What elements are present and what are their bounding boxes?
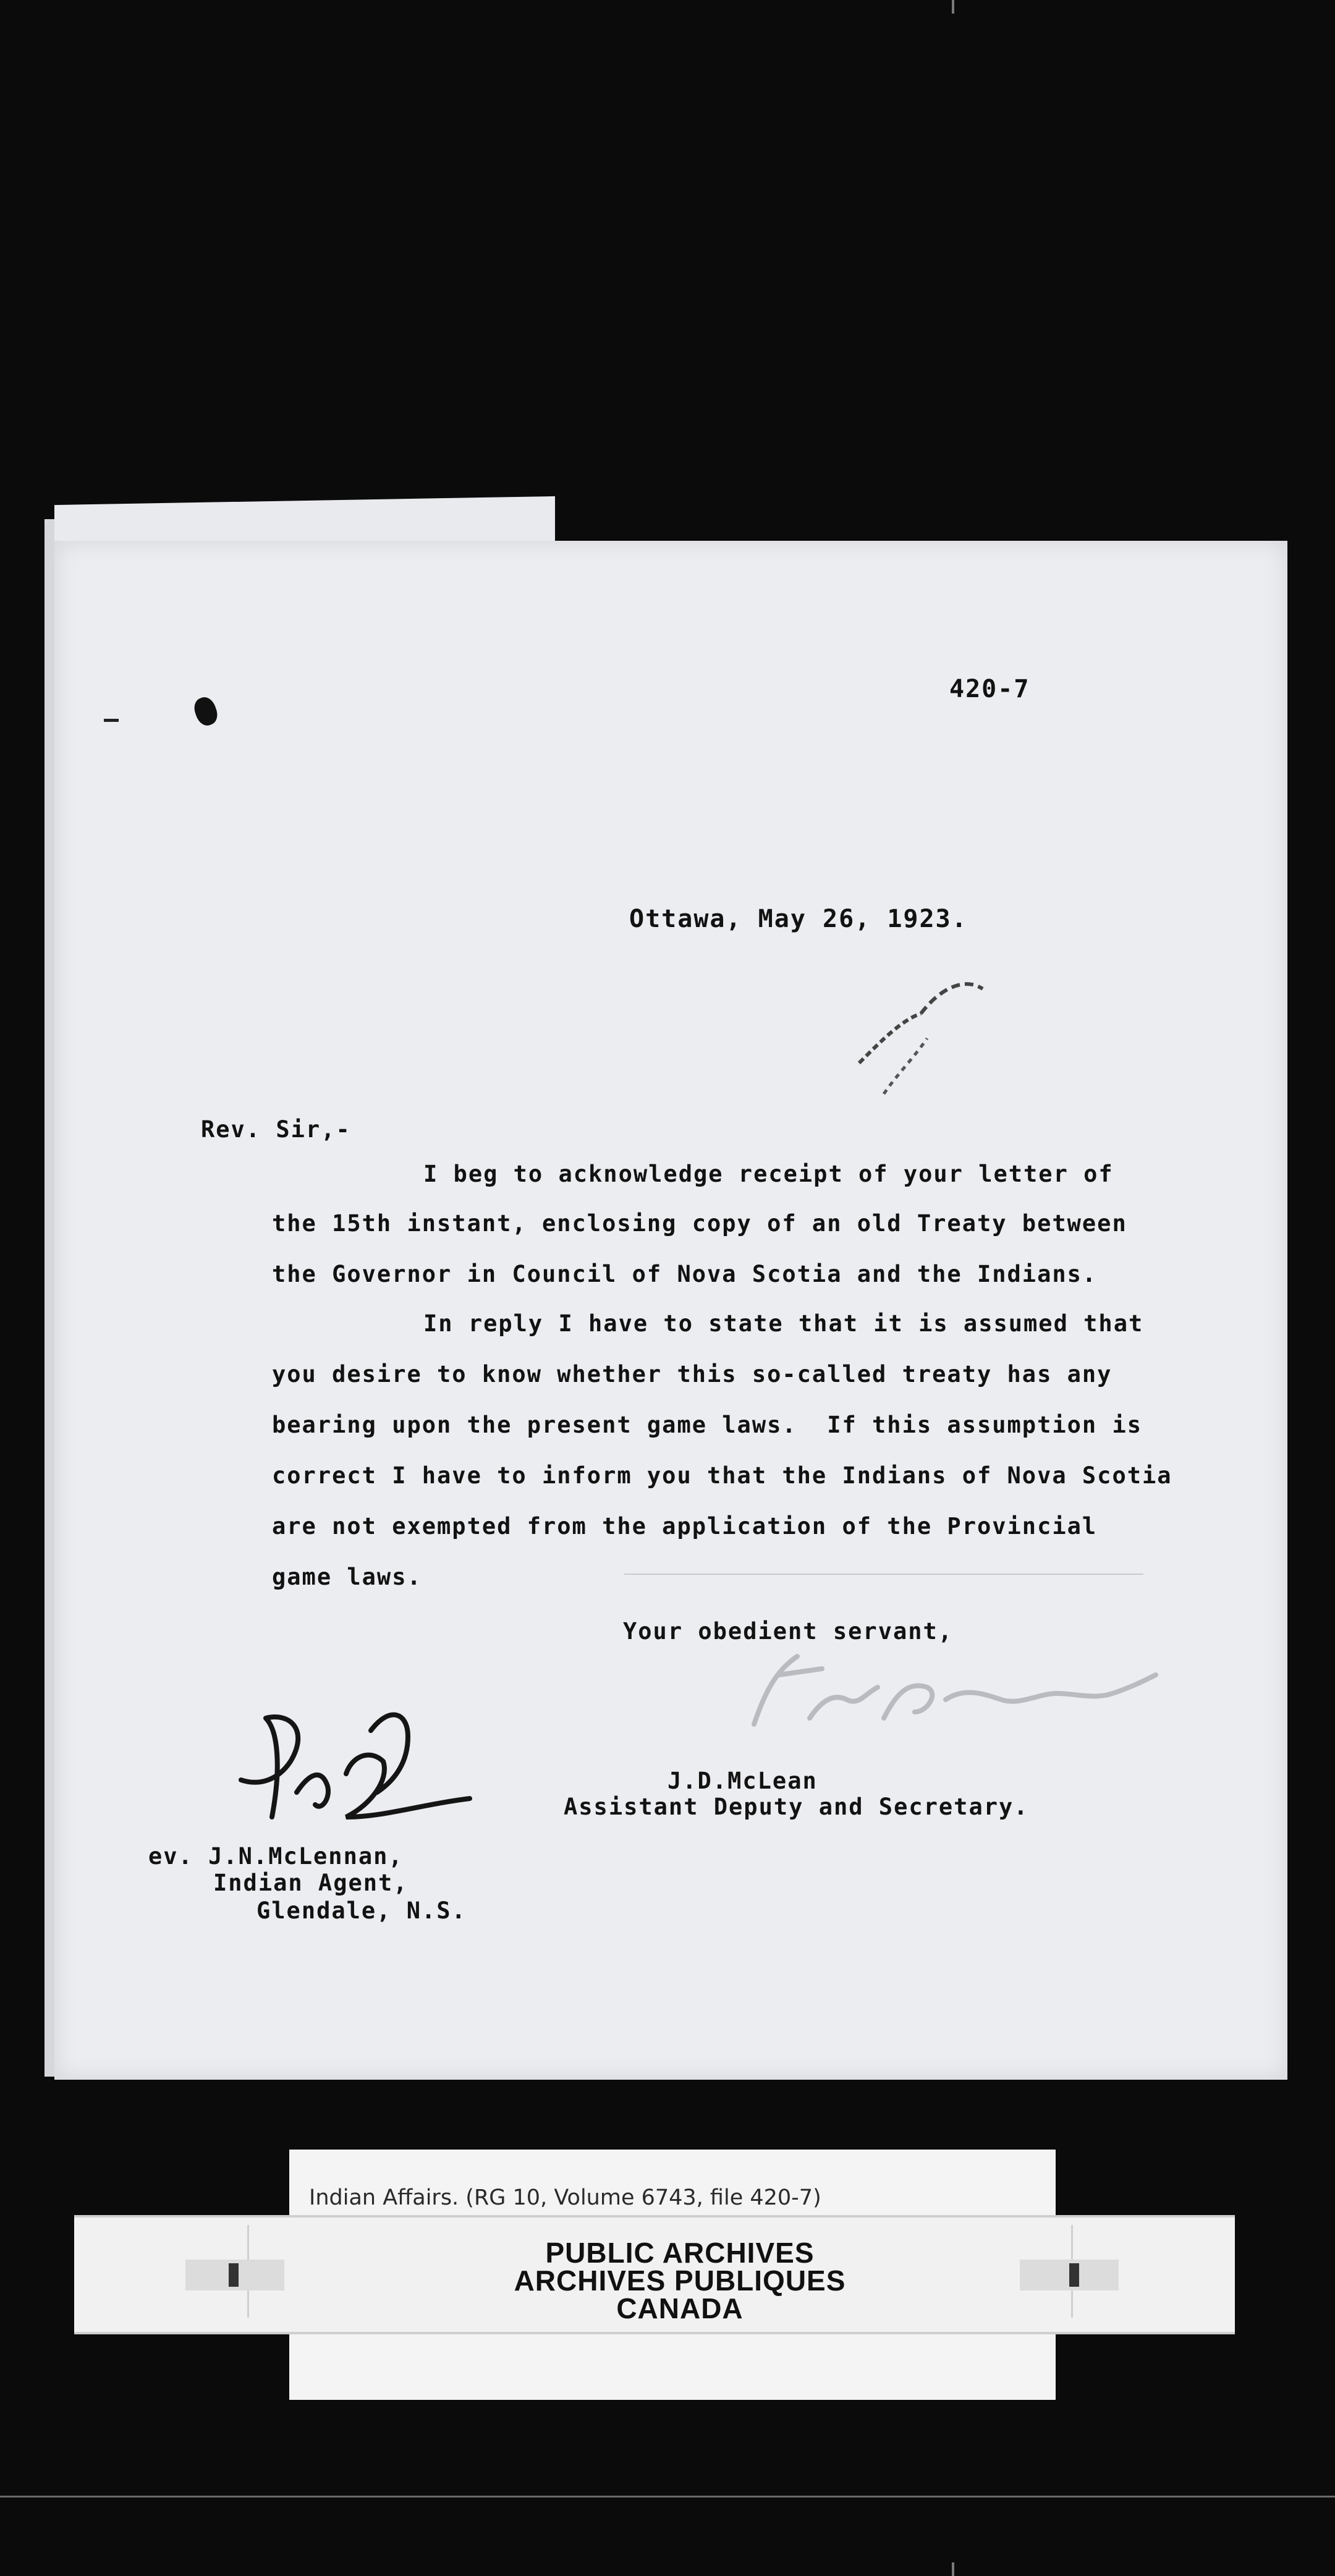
closing-line: Your obedient servant, bbox=[623, 1618, 954, 1645]
archive-reference: Indian Affairs. (RG 10, Volume 6743, file 420-7) bbox=[309, 2185, 821, 2210]
date-line: Ottawa, May 26, 1923. bbox=[629, 905, 968, 933]
body-line: In reply I have to state that it is assumed that bbox=[423, 1310, 1144, 1337]
margin-dash bbox=[104, 719, 119, 722]
initials-flourish bbox=[222, 1693, 501, 1854]
archive-country: CANADA bbox=[616, 2292, 744, 2324]
file-number: 420-7 bbox=[949, 675, 1030, 703]
body-line: you desire to know whether this so-called treaty has any bbox=[272, 1361, 1112, 1388]
faint-rule bbox=[624, 1574, 1143, 1575]
film-edge-line bbox=[0, 2496, 1335, 2498]
initials-mark bbox=[847, 964, 989, 1106]
signatory-title: Assistant Deputy and Secretary. bbox=[564, 1794, 1029, 1820]
recipient-line: Glendale, N.S. bbox=[256, 1897, 467, 1924]
label-clip-left bbox=[185, 2260, 284, 2290]
film-tick-mark bbox=[952, 0, 954, 14]
signatory-name: J.D.McLean bbox=[668, 1768, 818, 1794]
recipient-line: Indian Agent, bbox=[213, 1870, 409, 1896]
film-tick-mark bbox=[952, 2562, 954, 2576]
archive-title-en: PUBLIC ARCHIVES bbox=[545, 2237, 815, 2269]
body-line: bearing upon the present game laws. If this assumption is bbox=[272, 1412, 1143, 1438]
recipient-line: ev. J.N.McLennan, bbox=[148, 1843, 404, 1870]
body-line: the 15th instant, enclosing copy of an old Treaty between bbox=[272, 1210, 1127, 1237]
body-line: game laws. bbox=[272, 1564, 422, 1590]
body-line: are not exempted from the application of the Provincial bbox=[272, 1513, 1098, 1540]
body-line: the Governor in Council of Nova Scotia and the Indians. bbox=[272, 1261, 1098, 1287]
label-clip-right bbox=[1020, 2260, 1119, 2290]
salutation: Rev. Sir,- bbox=[201, 1116, 351, 1143]
body-line: I beg to acknowledge receipt of your letter of bbox=[423, 1161, 1114, 1187]
body-line: correct I have to inform you that the Indians of Nova Scotia bbox=[272, 1462, 1172, 1489]
archive-title-fr: ARCHIVES PUBLIQUES bbox=[514, 2265, 846, 2297]
signature bbox=[742, 1632, 1162, 1743]
